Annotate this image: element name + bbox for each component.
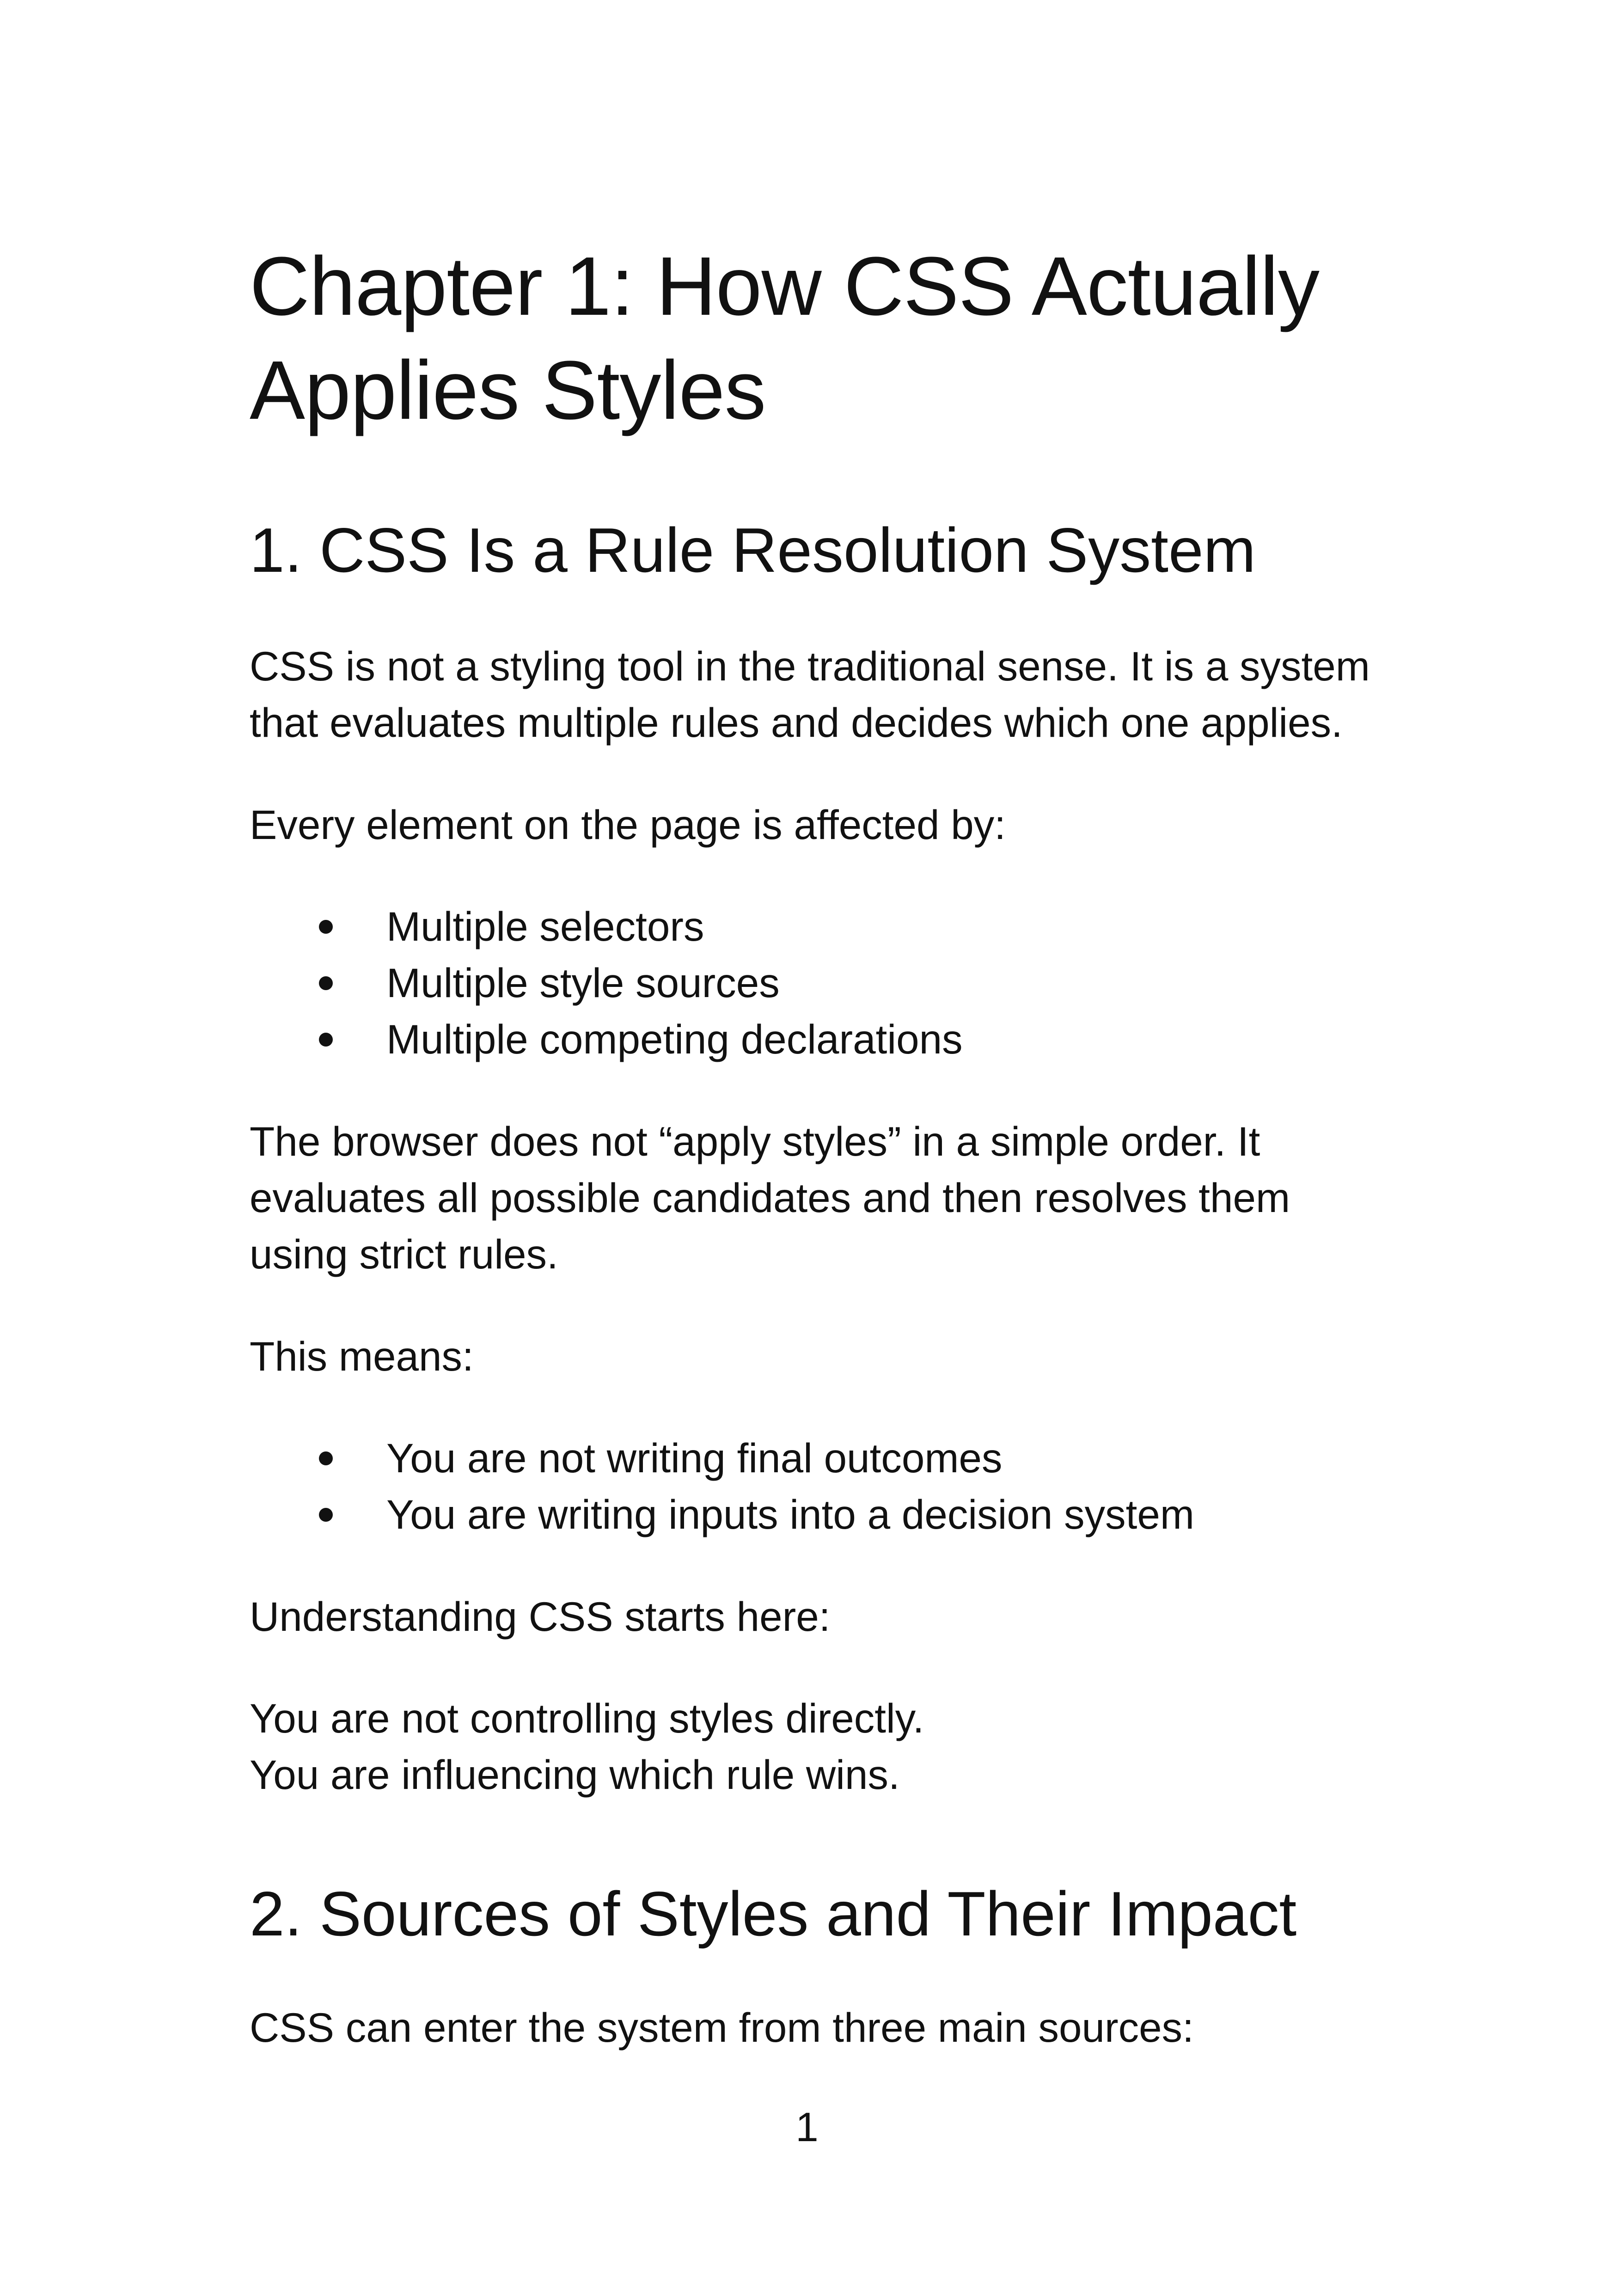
bullet-dot-icon <box>319 1451 333 1465</box>
bullet-text: Multiple competing declarations <box>386 1016 963 1062</box>
bullet-text: You are writing inputs into a decision system <box>386 1491 1194 1537</box>
bullet-text: Multiple style sources <box>386 960 780 1006</box>
bullet-text: You are not writing final outcomes <box>386 1435 1003 1481</box>
bullet-dot-icon <box>319 1508 333 1522</box>
bullet-list-item <box>319 1011 963 1067</box>
section-1-paragraph-3-line-3: using strict rules. <box>250 1231 558 1277</box>
bullet-list-item <box>319 898 704 955</box>
page-number: 1 <box>795 2104 819 2150</box>
bullet-list-item <box>319 955 780 1011</box>
section-1-paragraph-1-line-2: that evaluates multiple rules and decides which one applies. <box>250 699 1343 746</box>
section-1-paragraph-3-line-2: evaluates all possible candidates and then resolves them <box>250 1175 1290 1221</box>
section-1-paragraph-1-line-1: CSS is not a styling tool in the traditional sense. It is a system <box>250 643 1370 689</box>
bullet-dot-icon <box>319 1033 333 1047</box>
chapter-title-line-1: Chapter 1: How CSS Actually <box>250 240 1320 333</box>
chapter-title-line-2: Applies Styles <box>250 344 766 437</box>
section-1-paragraph-3-line-1: The browser does not “apply styles” in a simple order. It <box>250 1118 1260 1164</box>
bullet-list-item <box>319 1430 1002 1486</box>
section-2-paragraph-1: CSS can enter the system from three main sources: <box>250 2004 1194 2051</box>
section-1-paragraph-5: Understanding CSS starts here: <box>250 1593 831 1640</box>
section-1-heading: 1. CSS Is a Rule Resolution System <box>250 515 1256 585</box>
section-1-paragraph-6-line-1: You are not controlling styles directly. <box>250 1695 924 1741</box>
bullet-list-item <box>319 1486 1194 1543</box>
bullet-dot-icon <box>319 976 333 990</box>
section-1-paragraph-2: Every element on the page is affected by: <box>250 802 1006 848</box>
bullet-text: Multiple selectors <box>386 903 704 949</box>
section-1-paragraph-4: This means: <box>250 1333 474 1379</box>
bullet-dot-icon <box>319 920 333 934</box>
section-2-heading: 2. Sources of Styles and Their Impact <box>250 1879 1297 1949</box>
section-1-paragraph-6-line-2: You are influencing which rule wins. <box>250 1751 900 1798</box>
